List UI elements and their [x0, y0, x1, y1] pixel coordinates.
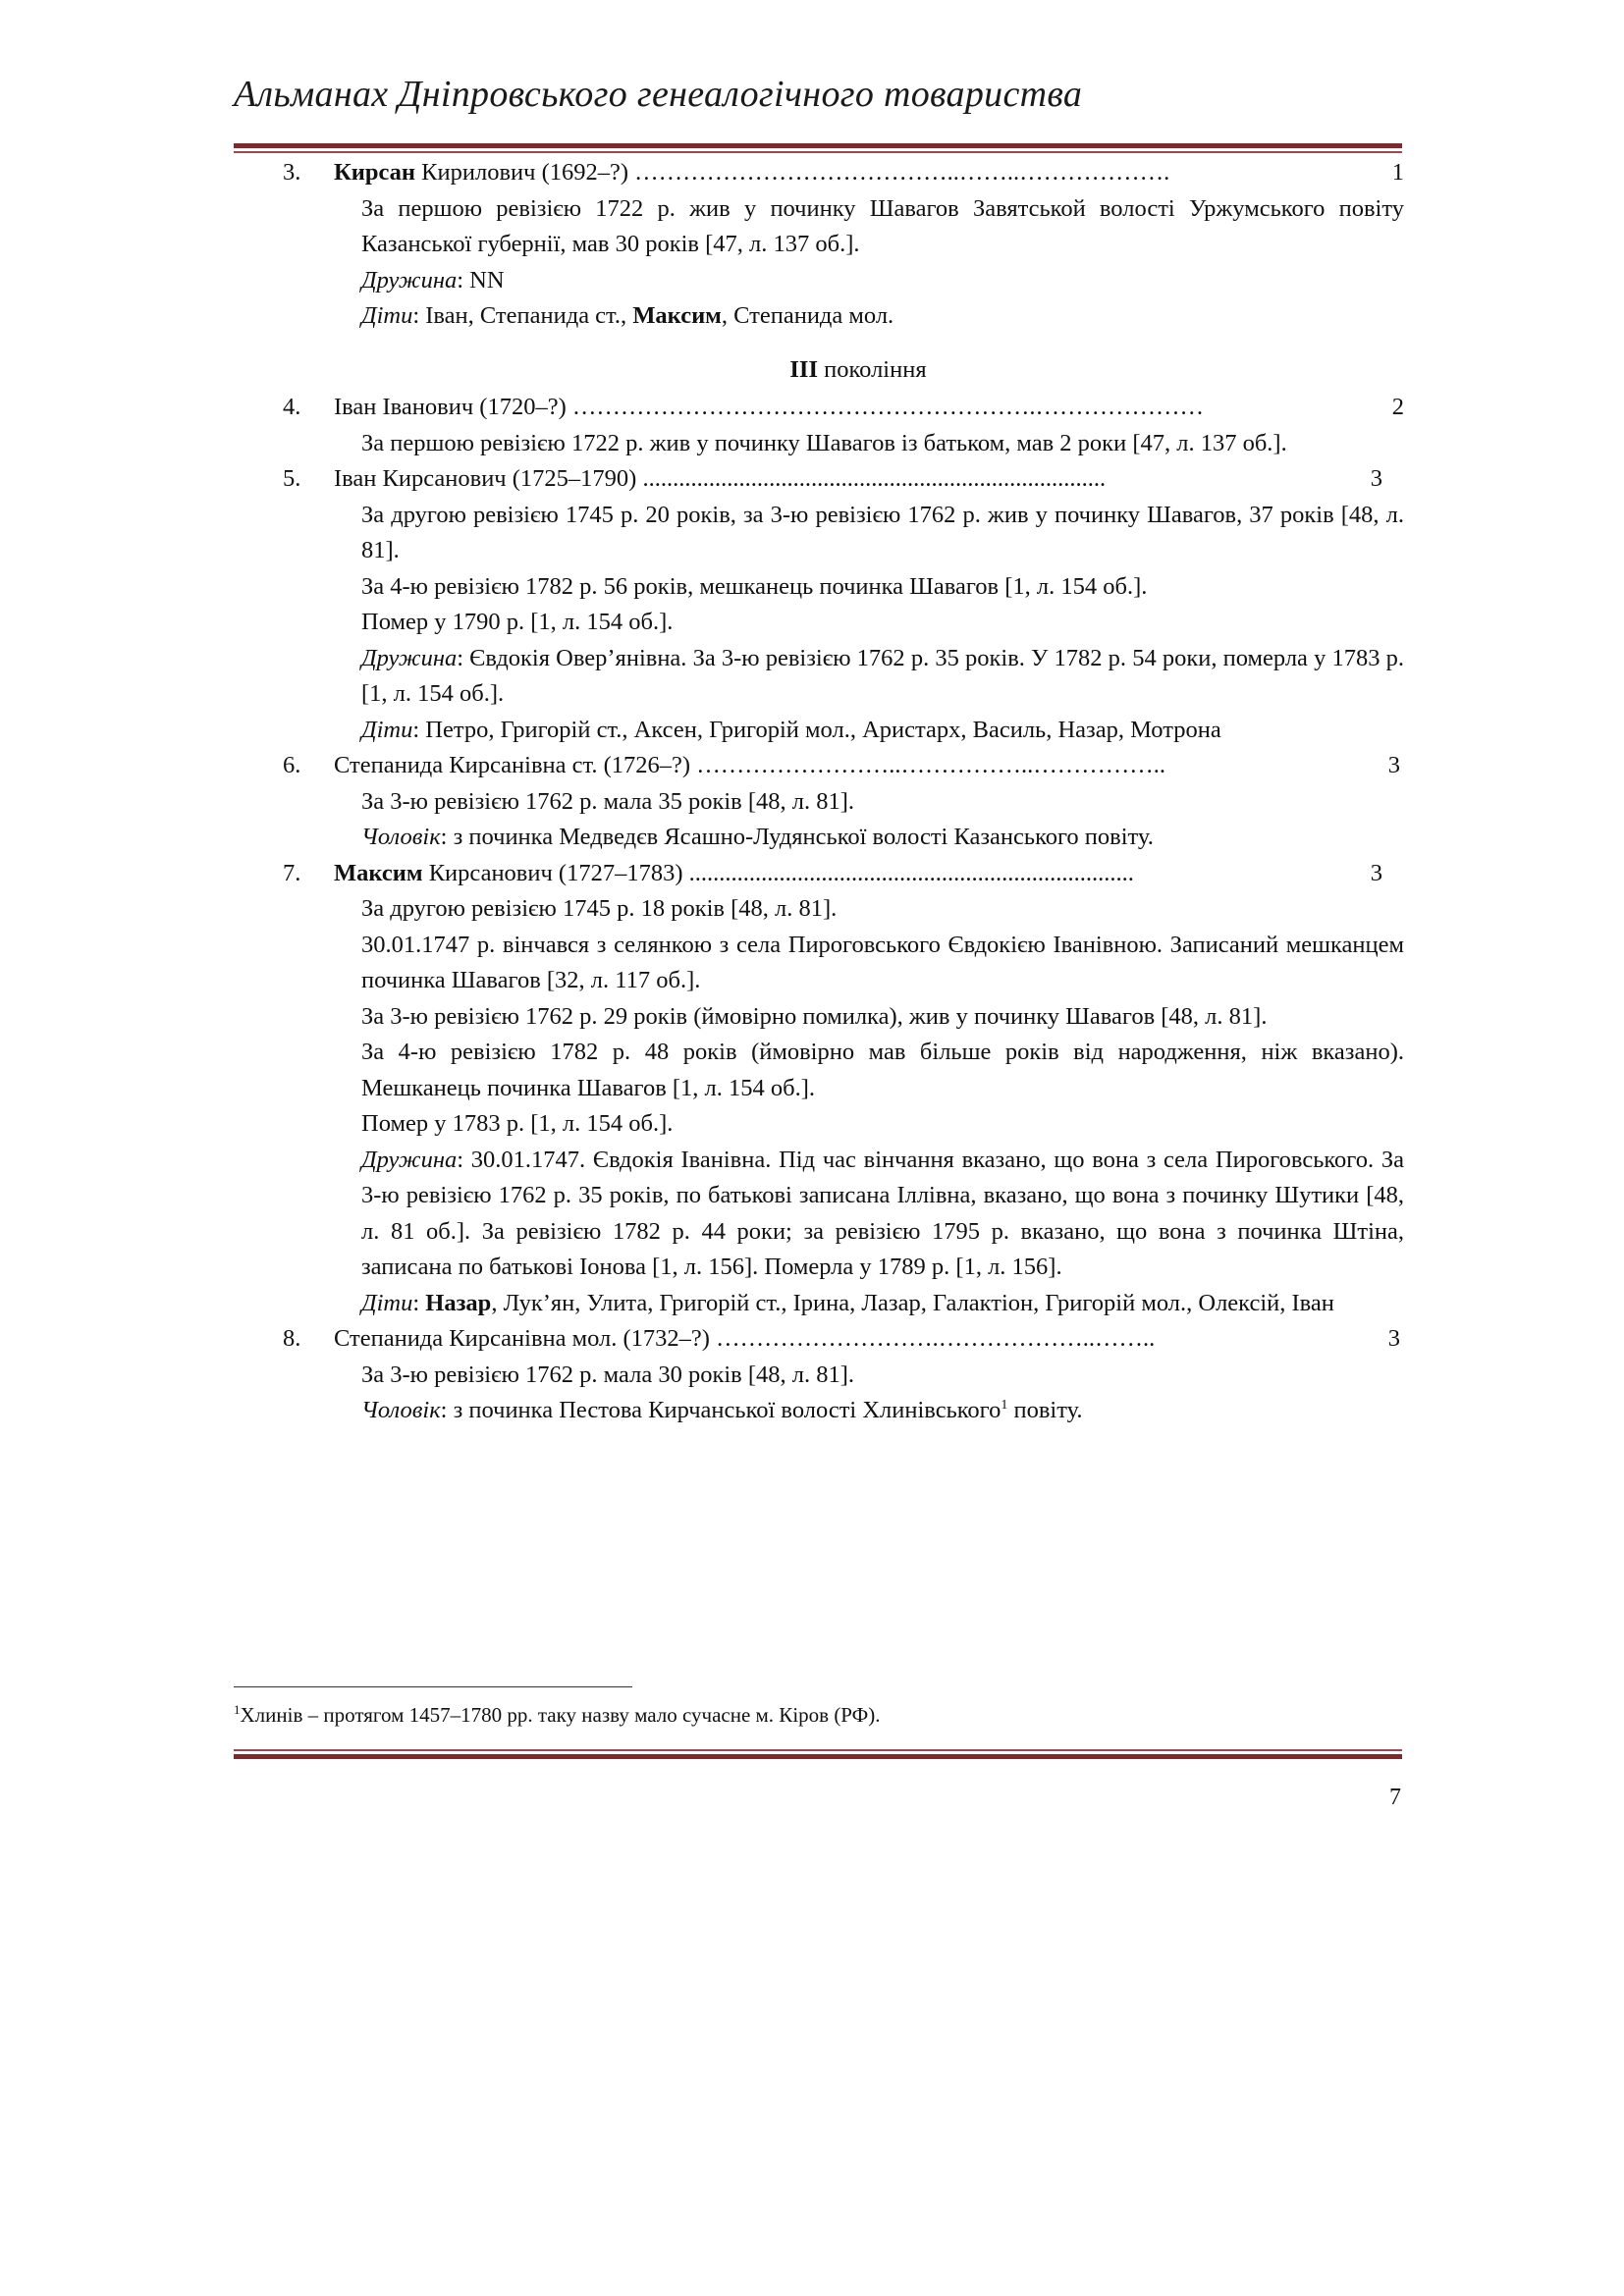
header-rule-thick	[234, 143, 1402, 148]
children-text: : Іван, Степанида ст.,	[412, 302, 633, 329]
children-text-after: , Степанида мол.	[721, 302, 894, 329]
leader-dots: .............................................................................	[642, 465, 1107, 492]
entry-3-heading	[234, 155, 1404, 191]
entry-7-text-3: За 3-ю ревізією 1762 р. 29 років (ймовірно помилка), жив у починку Шавагов [48, л. 81].	[361, 1002, 1268, 1030]
entry-name: Кирилович (1692–?)	[415, 159, 629, 186]
entry-8-husband	[234, 1393, 1404, 1429]
generation-heading	[234, 352, 1404, 389]
entry-7-children: Діти: Назар, Лук’ян, Улита, Григорій ст., Ірина, Лазар, Галактіон, Григорій мол., Олексій, Іван	[361, 1289, 1334, 1316]
entry-page-ref: 1	[1388, 155, 1404, 191]
children-bold-name: Назар	[425, 1289, 492, 1316]
entry-4-heading	[234, 390, 1404, 426]
footnote	[234, 1702, 880, 1728]
entry-name: Іван Кирсанович (1725–1790)	[334, 465, 643, 492]
husband-text-end: повіту.	[1007, 1397, 1083, 1423]
genealogy-entries	[234, 155, 1404, 1429]
entry-8-heading	[234, 1321, 1404, 1358]
children-label: Діти	[361, 716, 413, 743]
entry-number: 4.	[283, 394, 301, 420]
entry-5-wife	[234, 641, 1404, 713]
entry-page-ref: 2	[1388, 390, 1404, 426]
wife-text: : Євдокія Овер’янівна. За 3-ю ревізією 1762 р. 35 років. У 1782 р. 54 роки, померла у 1783 р. [1, л. 154 об.].	[361, 644, 1404, 707]
children-bold-name: Максим	[632, 302, 722, 329]
entry-name: Степанида Кирсанівна мол. (1732–?)	[334, 1325, 717, 1352]
entry-6-heading	[234, 748, 1404, 784]
wife-text: : 30.01.1747. Євдокія Іванівна. Під час вінчання вказано, що вона з села Пироговського. За 3-ю ревізією 1762 р. 35 років, по батькові записана Іллівна, вказано, що вона з починку Шутики [48, л. 81 об.]. За ревізією 1782 р. 44 роки; за ревізією 1795 р. вказано, що вона з починка Штіна, записана по батькові Іонова [1, л. 156]. Померла у 1789 р. [1, л. 156].	[361, 1146, 1404, 1280]
footnote-marker: 1	[1001, 1397, 1008, 1413]
leader-dots: ……………………….………………..……..	[716, 1325, 1156, 1352]
entry-5-text-1: За другою ревізією 1745 р. 20 років, за 3-ю ревізією 1762 р. жив у починку Шавагов, 37 років [48, л. 81].	[361, 501, 1404, 563]
husband-text: : з починка Пестова Кирчанської волості Хлинівського	[440, 1397, 1001, 1423]
footer-rule-thin	[234, 1749, 1402, 1751]
entry-3-wife	[234, 263, 1404, 299]
husband-label: Чоловік	[361, 1397, 441, 1423]
entry-6-husband	[234, 820, 1404, 856]
entry-page-ref: 3	[1384, 1321, 1400, 1358]
entry-5-text-3: Помер у 1790 р. [1, л. 154 об.].	[361, 609, 674, 635]
entry-name: Кирсанович (1727–1783)	[422, 859, 689, 886]
husband-text: : з починка Медведєв Ясашно-Лудянської волості Казанського повіту.	[440, 824, 1154, 850]
entry-7-heading	[234, 856, 1404, 892]
entry-page-ref: 3	[1367, 461, 1382, 498]
entry-4-text: За першою ревізією 1722 р. жив у починку Шавагов із батьком, мав 2 роки [47, л. 137 об.].	[361, 429, 1287, 456]
wife-label: Дружина	[361, 644, 458, 671]
almanac-header-title: Альманах Дніпровського генеалогічного товариства	[234, 74, 1083, 115]
entry-number: 7.	[283, 859, 301, 886]
footnote-mark: 1	[234, 1702, 241, 1717]
leader-dots: ………………………………………………….…………………	[571, 394, 1204, 420]
entry-page-ref: 3	[1384, 748, 1400, 784]
footnote-separator	[234, 1686, 632, 1687]
entry-8-text: За 3-ю ревізією 1762 р. мала 30 років [48, л. 81].	[361, 1361, 855, 1388]
entry-name: Степанида Кирсанівна ст. (1726–?)	[334, 752, 697, 778]
entry-7-text-4: За 4-ю ревізією 1782 р. 48 років (ймовірно мав більше років від народження, ніж вказано). Мешканець починка Шавагов [1, л. 154 об.].	[361, 1039, 1404, 1101]
page-number: 7	[1389, 1785, 1401, 1810]
entry-3-text: За першою ревізією 1722 р. жив у починку Шавагов Завятськой волості Уржумського повіту Казанської губернії, мав 30 років [47, л. 137 об.].	[361, 194, 1404, 257]
children-label: Діти	[361, 1289, 413, 1316]
entry-7-text-2: 30.01.1747 р. вінчався з селянкою з села Пироговського Євдокією Іванівною. Записаний мешканцем починка Шавагов [32, л. 117 об.].	[361, 931, 1404, 993]
entry-name-bold: Кирсан	[334, 159, 416, 186]
wife-label: Дружина	[361, 1146, 458, 1173]
children-text: : Петро, Григорій ст., Аксен, Григорій мол., Аристарх, Василь, Назар, Мотрона	[412, 716, 1221, 743]
entry-5-text-2: За 4-ю ревізією 1782 р. 56 років, мешканець починка Шавагов [1, л. 154 об.].	[361, 572, 1148, 600]
children-text: , Лук’ян, Улита, Григорій ст., Ірина, Лазар, Галактіон, Григорій мол., Олексій, Іван	[491, 1289, 1334, 1316]
entry-number: 5.	[283, 465, 301, 492]
entry-3-children	[234, 298, 1404, 335]
children-label: Діти	[361, 302, 413, 329]
generation-roman: III	[789, 355, 818, 383]
entry-7-text-5: Помер у 1783 р. [1, л. 154 об.].	[361, 1110, 674, 1137]
entry-5-heading	[234, 461, 1404, 498]
entry-6-text: За 3-ю ревізією 1762 р. мала 35 років [48, л. 81].	[361, 787, 855, 815]
entry-name: Іван Іванович (1720–?)	[334, 394, 572, 420]
entry-number: 3.	[283, 159, 301, 186]
leader-dots: ..........................................................................	[688, 859, 1134, 886]
entry-7-text-1: За другою ревізією 1745 р. 18 років [48, л. 81].	[361, 895, 838, 922]
header-rule-thin	[234, 151, 1402, 153]
entry-7-wife	[234, 1143, 1404, 1286]
husband-label: Чоловік	[361, 824, 441, 850]
wife-label: Дружина	[361, 266, 458, 294]
entry-5-children	[234, 713, 1404, 749]
footnote-text: Хлинів – протягом 1457–1780 рр. таку назву мало сучасне м. Кіров (РФ).	[240, 1703, 881, 1727]
leader-dots: ……………………..……………..……………..	[696, 752, 1165, 778]
entry-number: 8.	[283, 1325, 301, 1352]
wife-text: : NN	[457, 266, 505, 294]
leader-dots: …………………………………..……..……………….	[628, 159, 1170, 186]
entry-page-ref: 3	[1367, 856, 1382, 892]
entry-number: 6.	[283, 752, 301, 778]
entry-name-bold: Максим	[334, 859, 423, 886]
footer-rule-thick	[234, 1754, 1402, 1759]
generation-word: покоління	[818, 355, 927, 383]
